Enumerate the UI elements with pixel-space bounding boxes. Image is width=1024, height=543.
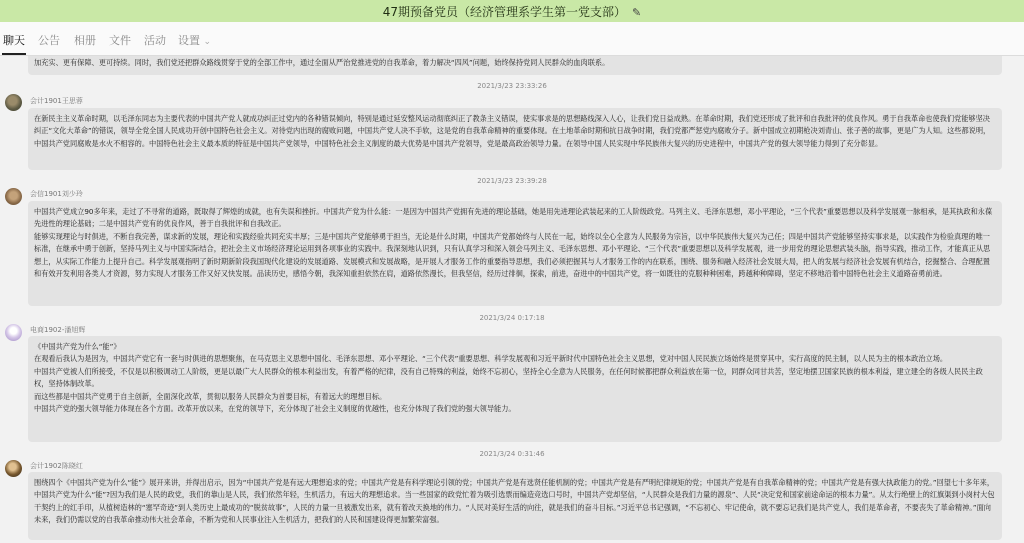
message-timestamp: 2021/3/24 0:17:18: [479, 314, 545, 322]
message-timestamp: 2021/3/24 0:31:46: [479, 450, 545, 458]
group-title: [0, 3, 1024, 20]
sender-name[interactable]: 会信1901刘少玲: [30, 190, 83, 198]
message-bubble: 围绕四个《中国共产党为什么“能”》展开来讲，并得出启示，因为“中国共产党是有远大理想追求的党；中国共产党是有科学理论引领的党；中国共产党是有选贤任能机制的党；中国共产党是有严明纪律规矩的党；中国共产党是有自我革命精神的党；中国共产党是有强大执政能力的党。”回望七十多年来，中国共产党为什么“能”?因为我们是人民的政党，我们的靠山是人民，我们依然年轻，生机活力，有远大的理想追求。当一些国家的政党忙着为吸引选票而编造竞选口号时，中国共产党却坚信，“人民群众是我们力量的源泉”、人民“决定党和国家前途命运的根本力量”。从太行绝壁上的红旗渠到小岗村大包干契约上的红手印，从植树造林的“塞罕奇迹”到人类历史上最成功的“脱贫故事”，人民的力量一旦被激发出来，就有着改天换地的伟力。“人民对美好生活的向往，就是我们的奋斗目标。”习近平总书记强调，“不忘初心、牢记使命，就不要忘记我们是共产党人，我们是革命者，不要丧失了革命精神。”面向未来，我们仍需以党的自我革命推动伟大社会革命，不断为党和人民事业注入生机活力，把我们的人民和国建设得更加繁荣富强。: [28, 472, 1002, 540]
tab-album[interactable]: 相册: [74, 34, 96, 47]
avatar[interactable]: [5, 460, 22, 477]
avatar[interactable]: [5, 94, 22, 111]
message-timestamp: 2021/3/23 23:39:28: [477, 177, 547, 185]
tab-announcement[interactable]: 公告: [38, 34, 60, 47]
message-bubble: 在新民主主义革命时期，以毛泽东同志为主要代表的中国共产党人就成功纠正过党内的各种错误倾向，特别是通过延安整风运动彻底纠正了教条主义错误，使实事求是的思想路线深入人心，让我们党日益成熟。在革命时期，我们党还形成了批评和自我批评的优良作风。勇于自我革命也使我们党能够坚决纠正“文化大革命”的错误，领导全党全国人民成功开创中国特色社会主义。对待党内出现的腐败问题，中国共产党人决不手软，这是党的自我革命精神的重要体现。在土地革命时期和抗日战争时期，我们党都严惩党内腐败分子。新中国成立初期枪决刘青山、张子善的故事，更是广为人知。这些都说明，中国共产党同腐败是水火不相容的。中国特色社会主义最本质的特征是中国共产党领导，中国特色社会主义制度的最大优势是中国共产党领导，党是最高政治领导力量。在领导中国人民实现中华民族伟大复兴的历史进程中，中国共产党的强大领导能力得到了充分彰显。: [28, 108, 1002, 170]
chat-message-list[interactable]: [0, 56, 1024, 543]
pencil-icon[interactable]: ✎: [632, 6, 642, 19]
tab-activity[interactable]: 活动: [144, 34, 166, 47]
message-bubble: 中国共产党成立90多年来，走过了不寻常的道路，既取得了辉煌的成就，也有失误和挫折。中国共产党为什么能：一是因为中国共产党拥有先进的理论基础，她是用先进理论武装起来的工人阶级政党。马列主义、毛泽东思想，邓小平理论，“三个代表”重要思想以及科学发展观一脉相承，是其执政和永葆先进性的理论基础；二是中国共产党有的优良作风，善于自我批评和自我改正。 能够实现理论与时俱进，不断自我完善，谋求新的发展，理论和实践经验共同充实丰厚；三是中国共产党能够勇于担当，无论是什么时期，中国共产党都始终与人民在一起，始终以全心全意为人民服务为宗旨，以中华民族伟大复兴为己任；四是中国共产党能够坚持实事求是，以实践作为检验真理的唯一标准，在继承中勇于创新，坚持马列主义与中国实际结合，把社会主义市场经济理论运用到各项事业的实践中。我深刻地认识到，只有认真学习和深入领会马列主义、毛泽东思想、邓小平理论、“三个代表”重要思想以及科学发展观，进一步用党的理论思想武装头脑，指导实践，推动工作，才能真正从思想上，从实际工作能力上提升自己。科学发展观指明了新时期新阶段我国现代化建设的发展道路、发展模式和发展战略，是开展人才服务工作的重要指导思想，我们必须把握其与人才服务工作的内在联系，围绕、服务和融入经济社会发展大局，把人的发展与经济社会发展有机结合，挖掘整合、合理配置和有效开发利用各类人才资源，努力实现人才服务工作又好又快发展。品读历史，感悟今朝，我深知重担依然在肩，道路依然漫长，但我坚信，经历过徘徊，探索，前进，奋进中的中国共产党，将一如既往的克服种种困难，跨越种种障碍，坚定不移地沿着中国特色社会主义道路奋勇前进。: [28, 201, 1002, 306]
sender-name[interactable]: 会计1901王思蓉: [30, 97, 83, 105]
chevron-down-icon: ⌄: [203, 37, 212, 47]
tab-chat[interactable]: 聊天: [3, 34, 25, 47]
tab-bar: [0, 22, 1024, 56]
tab-settings-label: 设置: [178, 34, 200, 47]
message-bubble: 《中国共产党为什么“能”》 在观看后我认为是因为，中国共产党它有一套与时俱进的思想聚焦，在马克思主义思想中国化、毛泽东思想、邓小平理论、“三个代表”重要思想、科学发展观和习近平新时代中国特色社会主义思想，党对中国人民民族立场始终是贯穿其中，实行高度的民主制，以人民为主的根本政治立场。 中国共产党被人们所接受，不仅是以积极调动工人阶级，更是以最广大人民群众的根本利益出发，有着严格的纪律，没有自己特殊的利益，始终不忘初心，坚持全心全意为人民服务，在任何时候都把群众利益放在第一位，同群众同甘共苦，坚定地摆卫国家民族的根本利益，建立建全的各级人民民主政权，坚持体制改革。 而这些都是中国共产党勇于自主创新，全面深化改革，贯彻以服务人民群众为首要目标，有着远大的理想目标。 中国共产党的强大领导能力体现在各个方面。改革开放以来，在党的领导下，充分体现了社会主义制度的优越性，也充分体现了我们党的强大领导能力。: [28, 336, 1002, 442]
avatar[interactable]: [5, 324, 22, 341]
message-timestamp: 2021/3/23 23:33:26: [477, 82, 547, 90]
tab-settings[interactable]: [178, 32, 211, 48]
sender-name[interactable]: 会计1902陈晓红: [30, 462, 83, 470]
tab-files[interactable]: 文件: [109, 34, 131, 47]
sender-name[interactable]: 电商1902-潘旭辉: [30, 326, 86, 334]
avatar[interactable]: [5, 188, 22, 205]
message-bubble: 加充实、更有保障、更可持续。同时，我们党还把群众路线贯穿于党的全部工作中，通过全面从严治党推进党的自我革命，着力解决“四风”问题，始终保持党同人民群众的血肉联系。: [28, 56, 1002, 75]
active-tab-indicator: [2, 53, 26, 55]
title-bar: [0, 0, 1024, 22]
group-title-text: 47期预备党员（经济管理系学生第一党支部）: [382, 5, 627, 19]
